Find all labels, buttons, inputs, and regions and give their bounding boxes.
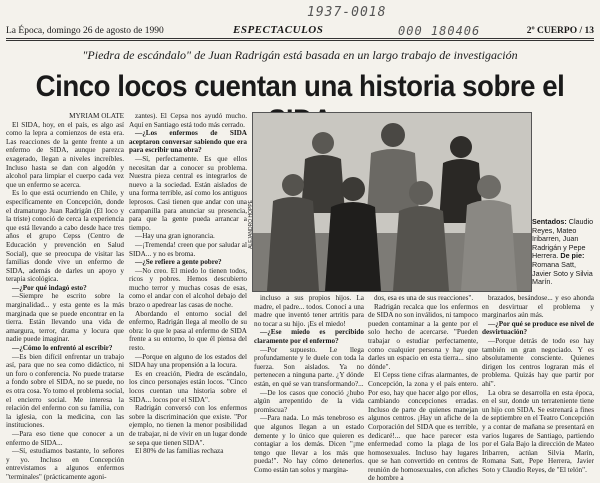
paragraph: —¿Cómo lo enfrentó al escribir? bbox=[12, 344, 113, 353]
article-column-2 bbox=[129, 112, 247, 468]
caption-standing-names: Romana Satt, Javier Soto y Silvia Marín. bbox=[532, 259, 593, 287]
paragraph: —Sí, perfectamente. Es que ellos necesitan dar a conocer su problema. Nuestra pieza central es integrarlos de nuevo a la sociedad. Están aislados de una forma terrible, así como los antiguos leprosos. Casi tienen que andar con una campanilla para anunciar su presencia, para que la gente pueda arrancar a tiempo. bbox=[129, 154, 247, 232]
paragraph: Es lo que está ocurriendo en Chile, y específicamente en Concepción, donde el dramaturgo Juan Radrigán (El loco y la triste) conoció de cerca la experiencia que está llevando a cabo desde hace tres años el grupo Cepss (Centro de Educación y prevención en Salud Social), que se preocupa de visitar las familias donde vive un enfermo de SIDA, además de darles un apoyo y terapia sicológica. bbox=[6, 189, 124, 284]
column-1-text bbox=[6, 121, 124, 482]
byline: MYRIAM OLATE bbox=[69, 112, 124, 120]
paragraph: El Cepss tiene cifras alarmantes, de Concepción, la zona y el país entero. Por eso, hay que hacer algo por ellos, cambiando concepciones erradas. Incluso de parte de quienes manejan algunos centros. ¡Hay un afiche de la Corporación del SIDA que es terrible, dedicaré!... que hace parecer esta enfermedad como la plaga de los homosexuales. Incluso hay lugares que se han convertido en centros de reunión de homosexuales, con afiches de hombre a bbox=[368, 371, 478, 483]
newspaper-dateline: La Época, domingo 26 de agosto de 1990 bbox=[6, 26, 164, 36]
caption-seated-names: Claudio Reyes, Mateo Iribarren, Juan Radrigán y Pepe Herrera. bbox=[532, 217, 594, 261]
paragraph: —Porque detrás de todo eso hay también un gran negociado. Y es absolutamente consciente. Quienes dirigen los centros lograran más el problema. Quizás hay que partir por ahí". bbox=[482, 336, 594, 388]
paragraph: Radrigán recalca que los enfermos de SIDA no son inválidos, ni tampoco pueden contaminar a la gente por el solo hecho de acercarse. "Pueden trabajar o estudiar perfectamente, como cualquier persona y hay que darles un espacio en esta tierra... sino dónde". bbox=[368, 302, 478, 371]
paragraph: Radrigán conversó con los enfermos sobre la discriminación que existe. "Por ejemplo, no tienen la menor posibilidad de trabajar, ni de vivir en un lugar donde se sepa que tienen SIDA". bbox=[129, 404, 247, 447]
article-kicker: "Piedra de escándalo" de Juan Radrigán está basada en un largo trabajo de investigación bbox=[82, 48, 518, 62]
header-rule bbox=[6, 38, 594, 39]
photo-figures bbox=[253, 113, 531, 291]
paragraph: —¿Por qué indagó esto? bbox=[12, 283, 87, 292]
header-rule-double bbox=[6, 40, 594, 41]
paragraph: —Por supuesto. Le llega profundamente y le duele con toda la fuerza. Son aislados. Ya no pertenecen a ninguna parte. ¿Y dónde están, en qué se van transformando?... bbox=[254, 345, 364, 388]
cast-group-photo bbox=[252, 112, 532, 292]
paragraph: brazados, besándose... y eso ahonda en desvirtuar el problema y marginarlos aún más. bbox=[482, 294, 594, 320]
caption-label-standing: De pie: bbox=[560, 251, 585, 261]
article-column-5 bbox=[482, 294, 594, 474]
article-column-3 bbox=[254, 294, 364, 474]
article-column-1 bbox=[6, 112, 124, 481]
article-column-4 bbox=[368, 294, 478, 483]
paragraph: —Sí, estudiamos bastante, lo señores y yo. Incluso en Concepción entrevistamos a algunos enfermos "terminales" (prácticamente agoni- bbox=[6, 447, 124, 481]
paragraph: —¿Por qué se produce ese nivel de desvirtuación? bbox=[482, 319, 594, 337]
paragraph: Abordando el entorno social del enfermo, Radrigán llega al meollo de su obra: lo que le pasa al enfermo de SIDA frente a su entorno, lo que él piensa del resto. bbox=[129, 309, 247, 353]
paragraph: —Hay una gran ignorancia. bbox=[135, 232, 215, 241]
section-title: ESPECTACULOS bbox=[233, 24, 324, 36]
handwritten-catalog-number: 000 180406 bbox=[398, 24, 481, 38]
paragraph: —¡Tremenda! creen que por saludar al SIDA... y no es broma. bbox=[129, 240, 247, 258]
paragraph: La obra se desarrolla en esta época, en el sur, donde un terrateniente tiene un hijo con SIDA. Se estrenará a fines de septiembre en el Teatro Concepción y a contar de mañana se presentará en varios lugares de Santiago, partiendo por el Gala Bajo la dirección de Mateo Iribarren, actúan Silvia Marín, Romana Satt, Pepe Herrera, Javier Soto y Claudio Reyes, de "El telón". bbox=[482, 388, 594, 474]
paragraph: —Siempre he escrito sobre la marginalidad... y esta gente es la más marginada que se puede encontrar en la tierra. Están llevando una vida de amargura, terror, drama y locura que nadie puede imaginar. bbox=[6, 292, 124, 344]
paragraph: El SIDA, hoy, en el país, es algo así como la lepra a comienzos de esta era. Las reacciones de la gente frente a un enfermo de SIDA, aunque parezca exagerado, llegan a niveles increíbles. Incluso hasta se dan con algodón y alcohol para limpiar el cuerpo cada vez que un enfermo se acerca. bbox=[6, 120, 124, 189]
paragraph: —¿Se refiere a gente pobre? bbox=[135, 258, 222, 267]
paragraph: —Porque en alguno de los estados del SIDA hay una propensión a la locura. bbox=[129, 352, 247, 370]
paragraph: Es en creación, Piedra de escándalo, los cinco personajes están locos. "Cinco locos cuentan una historia sobre el SIDA... locos por el SIDA". bbox=[129, 369, 247, 404]
article-headline: Cinco locos cuentan una historia sobre el bbox=[35, 70, 565, 103]
paragraph: —¿Ese miedo es percibido claramente por el enfermo? bbox=[254, 328, 364, 345]
paragraph: —Es bien difícil enfrentar un trabajo así, para que no sea como didáctico, ni un foro o conferencia. No puede tratarse a fondo sobre el SIDA, no se puede, no es otra cosa. Yo tomo el problema social, el encierro social. Me interesa la relación del enfermo con su familia, con la iglesia, con la medicina, con las instituciones. bbox=[6, 352, 124, 430]
page-number: 2º CUERPO / 13 bbox=[526, 26, 594, 36]
paragraph: —Para eso tiene que conocer a un enfermo de SIDA... bbox=[6, 429, 124, 447]
paragraph: dos, esa es una de sus reacciones". bbox=[374, 294, 474, 302]
photo-caption bbox=[532, 218, 596, 287]
paragraph: —No creo. El miedo lo tienen todos, ricos y pobres. Hemos descubierto mucho terror y muchas cosas de esas, como el andar con el alcohol debajo del brazo o apedrear las casas de noche. bbox=[129, 266, 247, 310]
paragraph: incluso a sus propios hijos. La madre, el padre... todos. Conocí a una madre que inventó tener artritis para no tocar a su hijo. ¡Es el miedo! bbox=[254, 294, 364, 328]
paragraph: zantes). El Cepsa nos ayudó mucho. Aquí en Santiago está todo más cerrado. bbox=[129, 112, 247, 129]
handwritten-archive-code: 1937-0018 bbox=[307, 5, 387, 20]
paragraph: El 80% de las familias rechaza bbox=[135, 447, 224, 456]
paragraph: —Para nada. Lo más tenebroso es que algunos llegan a un estado demente y lo único que quieren es contagiar a los demás. Dicen "¡me tengo que llevar a los más que pueda!". No hay cómo detenerlos. Como están tan solos y margina- bbox=[254, 414, 364, 474]
caption-label-seated: Sentados: bbox=[532, 217, 567, 226]
paragraph: —De los casos que conoció ¿hubo algún arrepentido de la vida promiscua? bbox=[254, 388, 364, 414]
photo-credit: ALEJANDRO HOPPE bbox=[248, 200, 254, 249]
paragraph: —¿Los enfermos de SIDA aceptaron conversar sabiendo que era para escribir una obra? bbox=[129, 129, 247, 155]
